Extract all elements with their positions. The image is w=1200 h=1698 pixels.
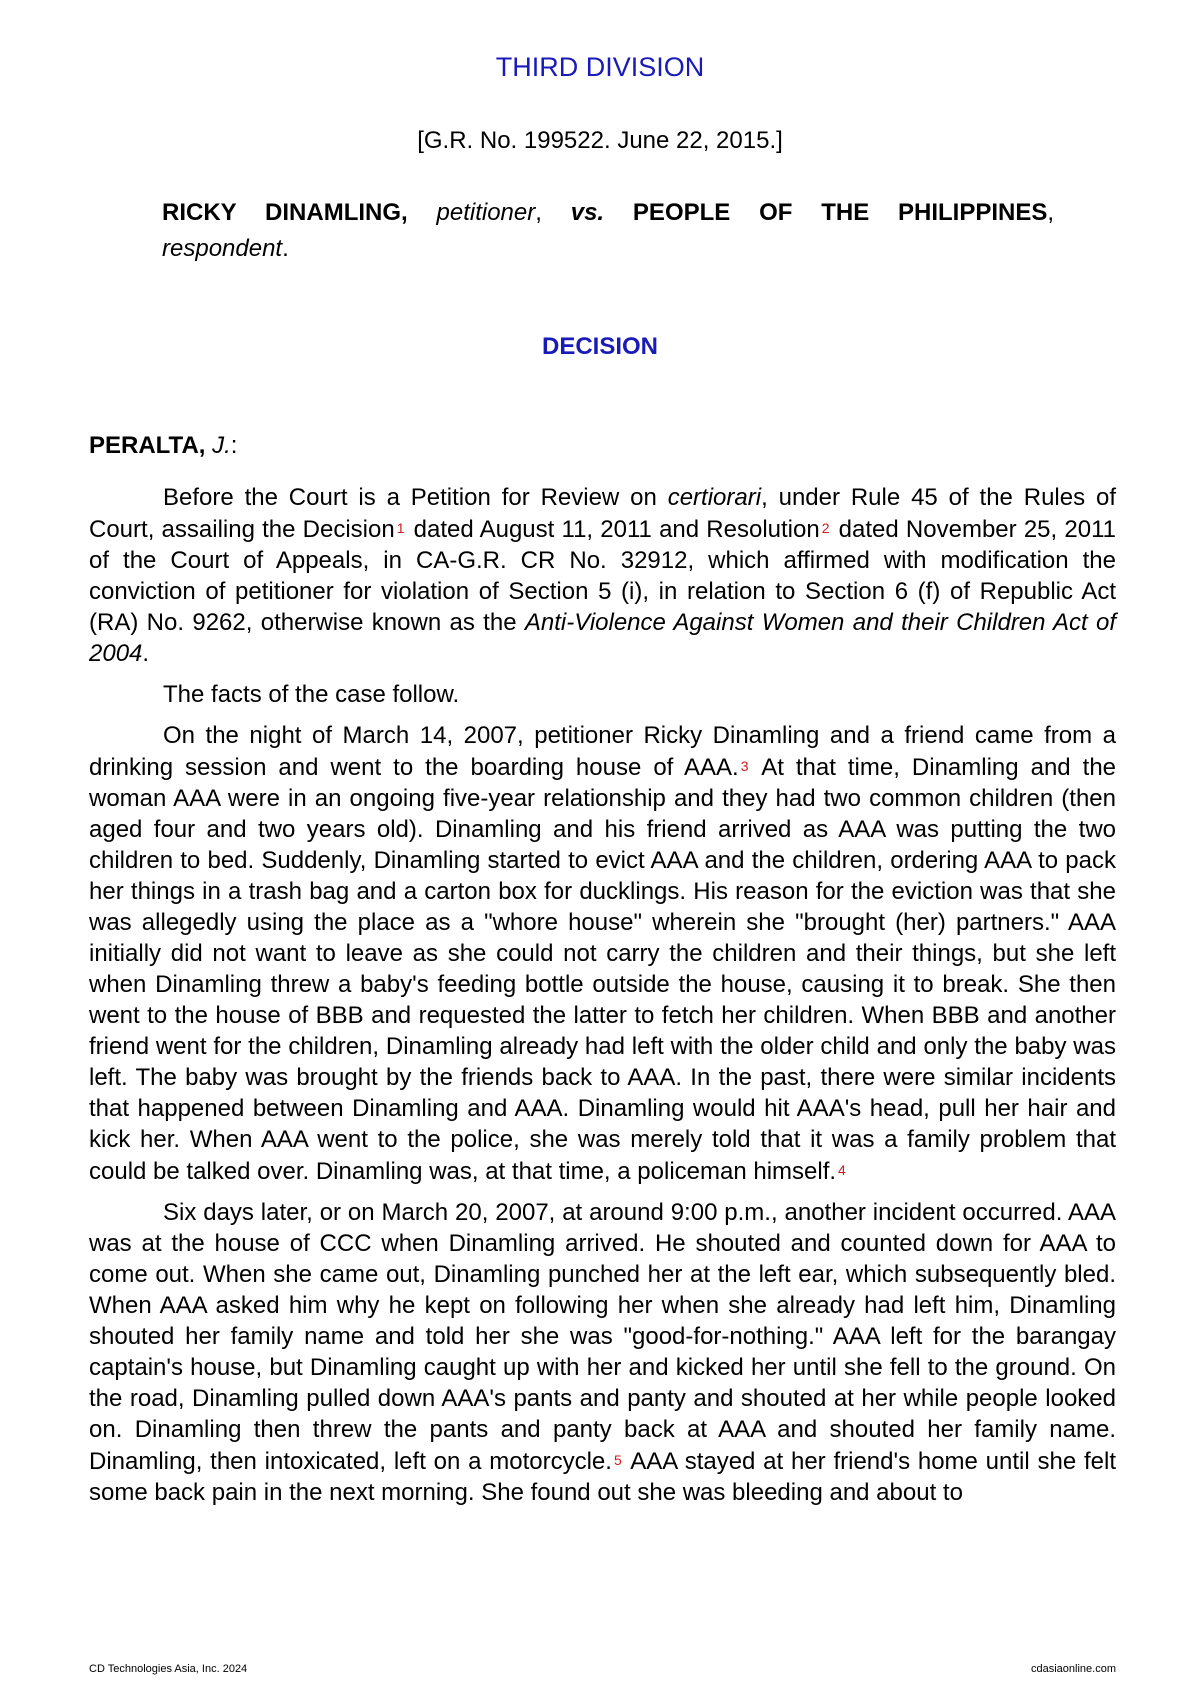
paragraph-text: Six days later, or on March 20, 2007, at around 9:00 p.m., another incident occurred. AAA was at the house of CCC when Dinamling arrived. He shouted and counted down for AAA to come out. When she came out, Dinamling punched her at the left ear, which subsequently bled. When AAA asked him why he kept on following her when she already had left him, Dinamling shouted her family name and told her she was "good-for-nothing." AAA left for the barangay captain's house, but Dinamling caught up with her and kicked her until she fell to the ground. On the road, Dinamling pulled down AAA's pants and panty and shouted at her while people looked on. Dinamling then threw the pants and panty back at AAA and shouted her family name. Dinamling, then intoxicated, left on a motorcycle. [89,1199,1116,1475]
paragraph-text: Before the Court is a Petition for Review on [163,484,668,511]
paragraph-text: . [142,640,150,667]
petitioner-name: RICKY DINAMLING, [162,199,408,226]
versus-label: vs. [570,199,605,226]
punctuation: . [282,235,289,262]
footer-copyright: CD Technologies Asia, Inc. 2024 [89,1663,248,1675]
petitioner-role: petitioner [436,199,536,226]
division-heading: THIRD DIVISION [495,52,705,82]
punctuation: : [230,432,238,459]
paragraph-text: At that time, Dinamling and the woman AAA were in an ongoing five-year relationship and they had two common children (then aged four and two years old). Dinamling and his friend arrived as AAA was putting the two children to bed. Suddenly, Dinamling started to evict AAA and the children, ordering AAA to pack her things in a trash bag and a carton box for ducklings. His reason for the eviction was that she was allegedly using the place as a "whore house" wherein she "brought (her) partners." AAA initially did not want to leave as she could not carry the children and their things, but she left when Dinamling threw a baby's feeding bottle outside the house, causing it to break. She then went to the house of BBB and requested the latter to fetch her children. When BBB and another friend went for the children, Dinamling already had left with the older child and only the baby was left. The baby was brought by the friends back to AAA. In the past, there were similar incidents that happened between Dinamling and AAA. Dinamling would hit AAA's head, pull her hair and kick her. When AAA went to the police, she was merely told that it was a family problem that could be talked over. Dinamling was, at that time, a policeman himself. [89,754,1117,1185]
ponente-title: J. [212,432,231,459]
paragraph-text: , under Rule 45 of the Rules of Court, assailing the Decision [89,484,1116,543]
italic-term: certiorari [667,484,762,511]
footnote-link-1[interactable]: 1 [396,520,405,536]
footnote-link-3[interactable]: 3 [740,758,749,774]
paragraph-text: dated August 11, 2011 and Resolution [406,516,820,543]
case-parties [162,197,1054,229]
respondent-role: respondent [162,235,283,262]
footnote-link-2[interactable]: 2 [821,520,830,536]
footnote-link-4[interactable]: 4 [838,1162,846,1178]
paragraph-text: On the night of March 14, 2007, petitioner Ricky Dinamling and a friend came from a drinking session and went to the boarding house of AAA. [89,722,1116,781]
decision-heading: DECISION [541,333,658,360]
paragraph-text: AAA stayed at her friend's home until she felt some back pain in the next morning. She found out she was bleeding and about to [89,1448,1116,1506]
paragraph-2: The facts of the case follow. [163,681,460,708]
footer-site-link[interactable]: cdasiaonline.com [1031,1663,1116,1675]
ponente [89,432,237,460]
act-title: Anti-Violence Against Women and their Children Act of 2004 [89,609,1116,667]
case-parties-continued [162,233,1054,265]
decision-body [89,482,1116,1518]
paragraph-text: dated November 25, 2011 of the Court of Appeals, in CA-G.R. CR No. 32912, which affirmed with modification the conviction of petitioner for violation of Section 5 (i), in relation to Section 6 (f) of Republic Act (RA) No. 9262, otherwise known as the [89,516,1116,636]
footnote-link-5[interactable]: 5 [613,1452,622,1468]
punctuation: , [535,199,542,226]
punctuation: , [1047,199,1055,226]
respondent-name: PEOPLE OF THE PHILIPPINES [632,199,1048,226]
case-number: [G.R. No. 199522. June 22, 2015.] [417,127,783,154]
paragraph-1 [89,482,1116,669]
paragraph-3 [89,720,1116,1187]
paragraph-4 [89,1197,1116,1508]
ponente-name: PERALTA, [89,432,206,459]
